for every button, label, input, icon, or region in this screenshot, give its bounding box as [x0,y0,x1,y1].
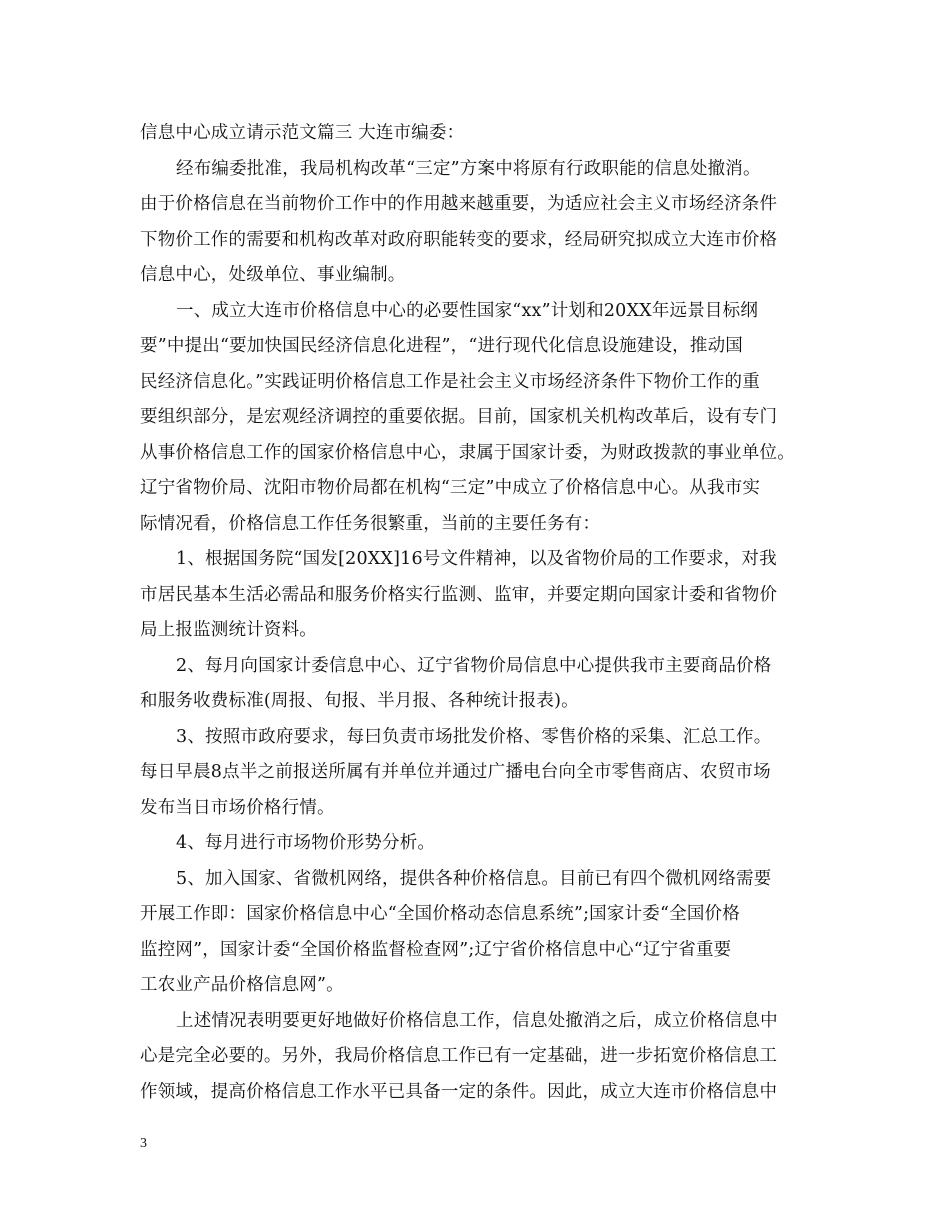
text-line: 经布编委批准，我局机构改革“三定”方案中将原有行政职能的信息处撤消。 [176,158,761,179]
text-line: 要组织部分，是宏观经济调控的重要依据。目前，国家机关机构改革后，设有专门 [140,407,778,427]
text-line: 市居民基本生活必需品和服务价格实行监测、监审，并要定期向国家计委和省物价 [140,584,778,605]
text-line: 下物价工作的需要和机构改革对政府职能转变的要求，经局研究拟成立大连市价格 [140,229,778,250]
document-body [140,116,830,1110]
text-line: 3、按照市政府要求，每曰负责市场批发价格、零售价格的采集、汇总工作。 [176,726,772,747]
text-line: 发布当日市场价格行情。 [140,797,335,818]
text-line: 一、成立大连市价格信息中心的必要性国家“xx”计划和20XX年远景目标纲 [176,300,759,321]
text-line: 从事价格信息工作的国家价格信息中心，隶属于国家计委，为财政拨款的事业单位。 [140,442,795,463]
text-line: 由于价格信息在当前物价工作中的作用越来越重要，为适应社会主义市场经济条件 [140,194,778,214]
text-line: 局上报监测统计资料。 [140,620,317,640]
text-line: 1、根据国务院“国发[20XX]16号文件精神，以及省物价局的工作要求，对我 [176,549,777,569]
text-line: 2、每月向国家计委信息中心、辽宁省物价局信息中心提供我市主要商品价格 [176,655,772,676]
text-line: 信息中心成立请示范文篇三 大连市编委： [140,123,465,143]
text-line: 作领域，提高价格信息工作水平已具备一定的条件。因此，成立大连市价格信息中 [140,1081,778,1102]
text-line: 辽宁省物价局、沈阳市物价局都在机构“三定”中成立了价格信息中心。从我市实 [140,478,761,498]
text-line: 要”中提出“要加快国民经济信息化进程”，“进行现代化信息设施建设，推动国 [140,336,743,356]
text-line: 监控网”，国家计委“全国价格监督检查网”;辽宁省价格信息中心“辽宁省重要 [140,939,732,960]
text-line: 每日早晨8点半之前报送所属有并单位并通过广播电台向全市零售商店、农贸市场 [140,762,771,782]
text-line: 际情况看，价格信息工作任务很繁重，当前的主要任务有： [140,513,601,534]
page-number: 3 [140,1136,147,1151]
text-line: 和服务收费标准(周报、旬报、半月报、各种统计报表)。 [140,691,579,711]
text-line: 上述情况表明要更好地做好价格信息工作，信息处撤消之后，成立价格信息中 [176,1010,778,1031]
text-line: 工农业产品价格信息网”。 [140,975,344,995]
text-line: 开展工作即：国家价格信息中心“全国价格动态信息系统”;国家计委“全国价格 [140,904,740,924]
text-line: 5、加入国家、省微机网络，提供各种价格信息。目前已有四个微机网络需要 [176,868,772,889]
text-line: 信息中心，处级单位、事业编制。 [140,265,406,285]
text-line: 心是完全必要的。另外，我局价格信息工作已有一定基础，进一步拓宽价格信息工 [140,1046,778,1066]
text-line: 4、每月进行市场物价形势分析。 [176,833,436,853]
text-line: 民经济信息化。”实践证明价格信息工作是社会主义市场经济条件下物价工作的重 [140,371,760,392]
